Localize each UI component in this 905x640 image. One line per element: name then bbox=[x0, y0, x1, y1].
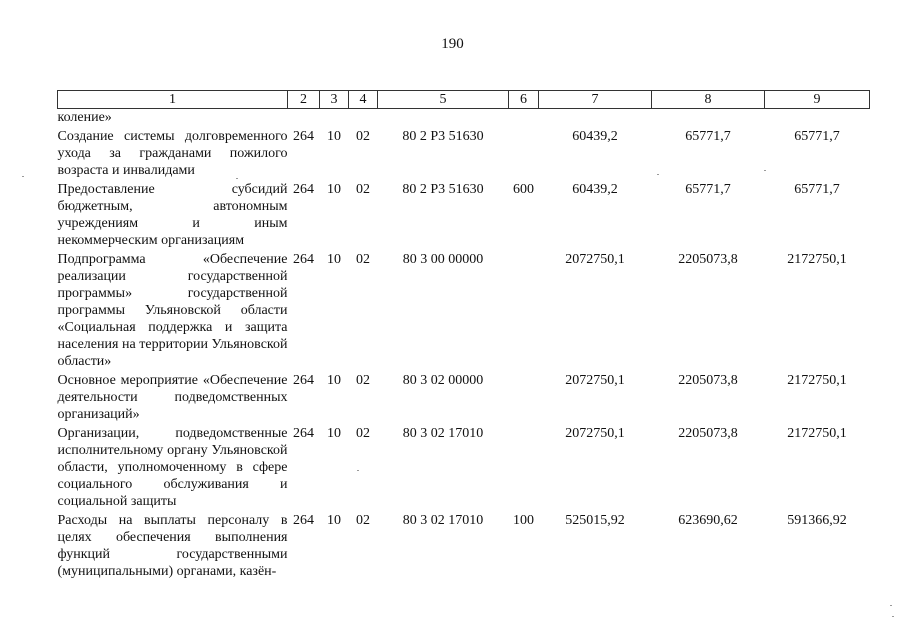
row-amount-3: 2172750,1 bbox=[787, 426, 847, 441]
table-row bbox=[58, 423, 870, 510]
row-expense-type: 600 bbox=[513, 182, 534, 197]
table-row bbox=[58, 510, 870, 580]
row-subsection-code: 02 bbox=[356, 182, 370, 197]
row-amount-1: 2072750,1 bbox=[565, 373, 625, 388]
row-name: коление» bbox=[57, 110, 112, 125]
row-amount-1 bbox=[539, 109, 652, 127]
row-ministry-code: 264 bbox=[293, 513, 314, 528]
row-ministry-code: 264 bbox=[293, 373, 314, 388]
row-expense-type bbox=[509, 109, 539, 127]
row-amount-1: 525015,92 bbox=[565, 513, 625, 528]
header-col-4: 4 bbox=[349, 91, 378, 109]
row-amount-2: 2205073,8 bbox=[678, 373, 738, 388]
table-row bbox=[58, 179, 870, 249]
row-amount-2: 65771,7 bbox=[685, 182, 731, 197]
row-target-article bbox=[378, 109, 509, 127]
row-amount-2: 65771,7 bbox=[685, 129, 731, 144]
row-section-code: 10 bbox=[327, 182, 341, 197]
budget-table bbox=[57, 90, 870, 580]
row-subsection-code: 02 bbox=[356, 129, 370, 144]
scan-speck bbox=[357, 470, 359, 471]
row-subsection-code: 02 bbox=[356, 252, 370, 267]
row-ministry-code bbox=[288, 109, 320, 127]
row-section-code: 10 bbox=[327, 373, 341, 388]
row-amount-3: 65771,7 bbox=[794, 182, 840, 197]
row-target-article: 80 3 02 17010 bbox=[402, 513, 484, 528]
scan-speck bbox=[890, 605, 892, 606]
row-expense-type bbox=[509, 423, 539, 510]
scan-speck bbox=[22, 176, 24, 177]
header-col-9: 9 bbox=[765, 91, 870, 109]
row-section-code bbox=[320, 109, 349, 127]
row-expense-type bbox=[509, 249, 539, 370]
header-col-3: 3 bbox=[320, 91, 349, 109]
row-amount-1: 60439,2 bbox=[572, 182, 618, 197]
scan-speck bbox=[236, 178, 238, 179]
row-amount-3: 591366,92 bbox=[787, 513, 847, 528]
row-amount-3: 2172750,1 bbox=[787, 252, 847, 267]
row-amount-1: 60439,2 bbox=[572, 129, 618, 144]
row-section-code: 10 bbox=[327, 426, 341, 441]
row-target-article: 80 3 00 00000 bbox=[402, 252, 484, 267]
scan-speck bbox=[892, 616, 894, 617]
page-number: 190 bbox=[441, 36, 464, 52]
row-amount-1: 2072750,1 bbox=[565, 426, 625, 441]
row-expense-type: 100 bbox=[513, 513, 534, 528]
table-row bbox=[58, 249, 870, 370]
row-amount-3: 65771,7 bbox=[794, 129, 840, 144]
row-amount-3: 2172750,1 bbox=[787, 373, 847, 388]
row-name: Основное мероприятие «Обеспечение деятельности подведомственных организаций» bbox=[57, 373, 288, 422]
row-target-article: 80 2 Р3 51630 bbox=[402, 182, 484, 197]
row-name: Организации, подведомственные исполнительному органу Ульяновской области, уполномоченному в сфере социального обслуживания и социальной защиты bbox=[57, 426, 288, 509]
row-amount-2: 623690,62 bbox=[678, 513, 738, 528]
row-section-code: 10 bbox=[327, 513, 341, 528]
row-target-article: 80 2 Р3 51630 bbox=[402, 129, 484, 144]
row-ministry-code: 264 bbox=[293, 129, 314, 144]
header-col-7: 7 bbox=[539, 91, 652, 109]
header-col-6: 6 bbox=[509, 91, 539, 109]
row-subsection-code: 02 bbox=[356, 373, 370, 388]
row-section-code: 10 bbox=[327, 129, 341, 144]
row-name: Расходы на выплаты персоналу в целях обеспечения выполнения функций государственными (муниципальными) органами, казён- bbox=[57, 513, 288, 579]
row-amount-2: 2205073,8 bbox=[678, 252, 738, 267]
header-col-1: 1 bbox=[58, 91, 288, 109]
row-amount-3 bbox=[765, 109, 870, 127]
scan-speck bbox=[764, 170, 766, 171]
row-target-article: 80 3 02 17010 bbox=[402, 426, 484, 441]
row-section-code: 10 bbox=[327, 252, 341, 267]
row-ministry-code: 264 bbox=[293, 182, 314, 197]
table-row bbox=[58, 126, 870, 179]
table-row bbox=[58, 109, 870, 127]
row-expense-type bbox=[509, 370, 539, 423]
row-subsection-code: 02 bbox=[356, 426, 370, 441]
row-ministry-code: 264 bbox=[293, 252, 314, 267]
header-col-8: 8 bbox=[652, 91, 765, 109]
row-ministry-code: 264 bbox=[293, 426, 314, 441]
row-subsection-code: 02 bbox=[356, 513, 370, 528]
row-name: Создание системы долговременного ухода за гражданами пожилого возраста и инвалидами bbox=[57, 129, 288, 178]
row-name: Предоставление субсидий бюджетным, автономным учреждениям и иным некоммерческим организациям bbox=[57, 182, 288, 248]
row-amount-2: 2205073,8 bbox=[678, 426, 738, 441]
row-expense-type bbox=[509, 126, 539, 179]
header-col-2: 2 bbox=[288, 91, 320, 109]
row-subsection-code bbox=[349, 109, 378, 127]
row-amount-1: 2072750,1 bbox=[565, 252, 625, 267]
header-row bbox=[58, 91, 870, 109]
row-name: Подпрограмма «Обеспечение реализации государственной программы» государственной программы Ульяновской области «Социальная поддержка и защита населения на территории Ульяновской области» bbox=[57, 252, 288, 369]
row-target-article: 80 3 02 00000 bbox=[402, 373, 484, 388]
row-amount-2 bbox=[652, 109, 765, 127]
header-col-5: 5 bbox=[378, 91, 509, 109]
table-row bbox=[58, 370, 870, 423]
scan-speck bbox=[657, 174, 659, 175]
